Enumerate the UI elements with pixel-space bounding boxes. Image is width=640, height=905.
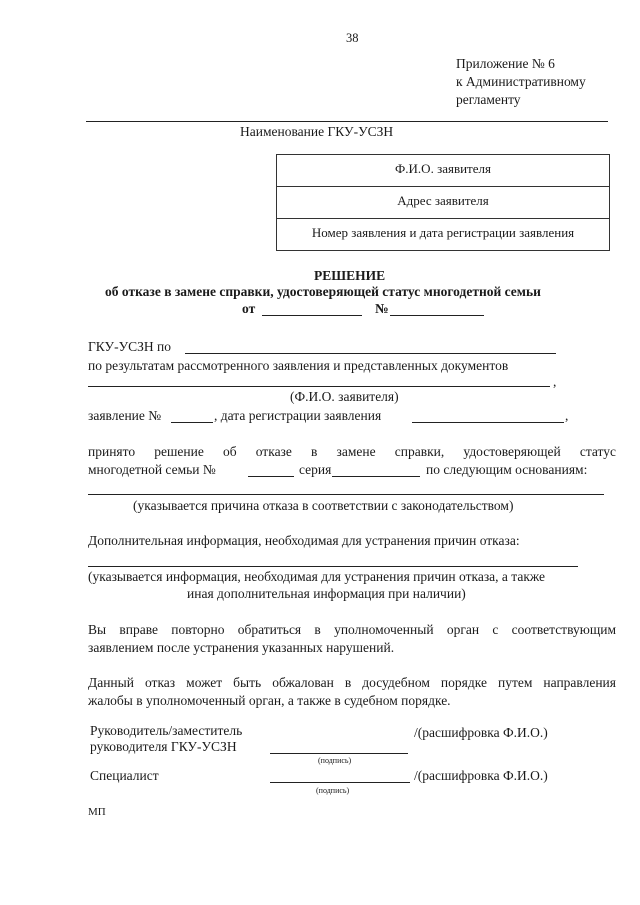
date-blank <box>262 315 362 316</box>
applicant-address-label: Адрес заявителя <box>397 193 489 208</box>
additional-info-blank <box>88 566 578 567</box>
org-label: ГКУ-УСЗН по <box>88 339 172 354</box>
appeal-line-2: жалобы в уполномоченный орган, а также в судебном порядке. <box>88 693 451 708</box>
head-signature-caption: (подпись) <box>318 756 352 765</box>
date-label: от <box>242 301 256 316</box>
additional-info-label: Дополнительная информация, необходимая для устранения причин отказа: <box>88 533 520 548</box>
specialist-signature-blank <box>270 782 410 783</box>
page-number: 38 <box>346 31 359 45</box>
decision-line-1: принято решение об отказе в замене справки, удостоверяющей статус <box>88 444 616 459</box>
document-subtitle: об отказе в замене справки, удостоверяющей статус многодетной семьи <box>105 284 541 299</box>
header-rule <box>86 121 608 122</box>
decision-family-label: многодетной семьи № <box>88 462 216 477</box>
additional-caption-1: (указывается информация, необходимая для устранения причин отказа, а также <box>88 569 546 584</box>
stamp-place: МП <box>88 806 106 818</box>
grounds-label: по следующим основаниям: <box>426 462 588 477</box>
head-title-line-2: руководителя ГКУ-УСЗН <box>90 739 237 754</box>
appendix-line-3: регламенту <box>456 92 521 107</box>
applicant-name-label: Ф.И.О. заявителя <box>395 161 491 176</box>
reapply-line-1: Вы вправе повторно обратиться в уполномоченный орган с соответствующим <box>88 622 616 637</box>
reg-date-label: , дата регистрации заявления <box>214 408 382 423</box>
org-blank <box>185 353 556 354</box>
application-info-label: Номер заявления и дата регистрации заявления <box>311 225 575 240</box>
specialist-decode-label: /(расшифровка Ф.И.О.) <box>414 768 548 783</box>
reapply-line-2: заявлением после устранения указанных нарушений. <box>88 640 395 655</box>
family-number-blank <box>248 476 294 477</box>
number-blank <box>390 315 484 316</box>
appeal-line-1: Данный отказ может быть обжалован в досудебном порядке путем направления <box>88 675 616 690</box>
head-title-line-1: Руководитель/заместитель <box>90 723 243 738</box>
appendix-line-1: Приложение № 6 <box>456 56 555 71</box>
applicant-address-cell <box>276 186 610 219</box>
review-text: по результатам рассмотренного заявления и представленных документов <box>88 358 509 373</box>
application-no-label: заявление № <box>88 408 162 423</box>
reg-date-blank <box>412 422 564 423</box>
application-no-blank <box>171 422 213 423</box>
document-title: РЕШЕНИЕ <box>314 268 386 283</box>
series-label: серия <box>299 462 332 477</box>
additional-caption-2: иная дополнительная информация при наличии) <box>187 586 466 601</box>
head-decode-label: /(расшифровка Ф.И.О.) <box>414 725 548 740</box>
application-info-cell <box>276 218 610 251</box>
applicant-name-cell <box>276 154 610 187</box>
appendix-line-2: к Административному <box>456 74 586 89</box>
specialist-signature-caption: (подпись) <box>316 786 350 795</box>
series-blank <box>332 476 420 477</box>
fio-blank <box>88 386 550 387</box>
head-signature-blank <box>270 753 408 754</box>
specialist-label: Специалист <box>90 768 159 783</box>
fio-caption: (Ф.И.О. заявителя) <box>290 389 399 404</box>
reason-caption: (указывается причина отказа в соответствии с законодательством) <box>133 498 514 513</box>
comma-1: , <box>553 374 557 389</box>
comma-2: , <box>565 408 569 423</box>
reason-blank <box>88 494 604 495</box>
number-label: № <box>375 301 389 316</box>
org-name: Наименование ГКУ-УСЗН <box>240 124 394 139</box>
